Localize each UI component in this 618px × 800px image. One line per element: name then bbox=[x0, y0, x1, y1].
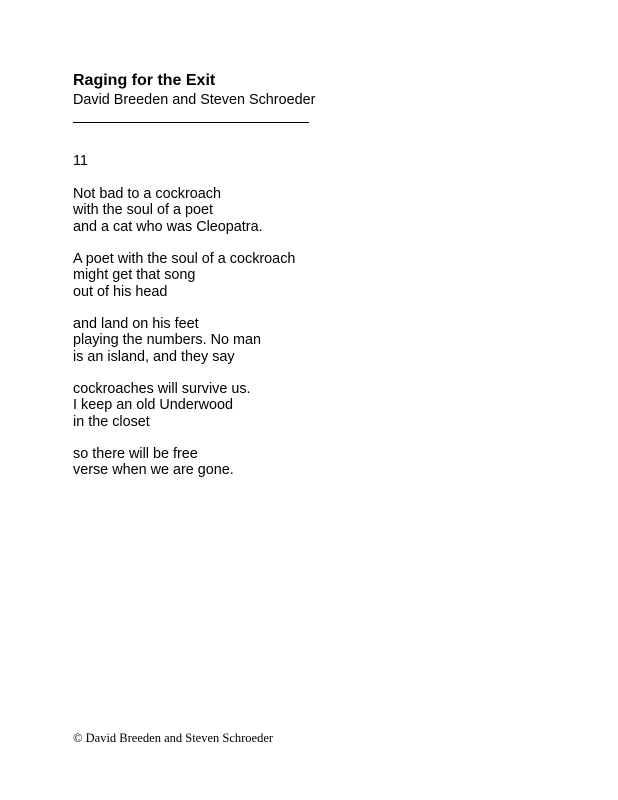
poem-line: and a cat who was Cleopatra. bbox=[73, 218, 263, 235]
stanza-1 bbox=[73, 186, 263, 235]
poem-line: so there will be free bbox=[73, 446, 198, 462]
authors-line: David Breeden and Steven Schroeder bbox=[73, 92, 316, 108]
poem-line: with the soul of a poet bbox=[73, 202, 213, 219]
poem-line: playing the numbers. No man bbox=[73, 332, 261, 349]
poem-line: A poet with the soul of a cockroach bbox=[73, 251, 296, 267]
poem-number: 11 bbox=[73, 153, 88, 169]
stanza-4 bbox=[73, 381, 251, 430]
poem-line: in the closet bbox=[73, 413, 150, 430]
poem-line: cockroaches will survive us. bbox=[73, 381, 251, 397]
page-title: Raging for the Exit bbox=[73, 72, 216, 89]
poem-line: might get that song bbox=[73, 267, 196, 284]
stanza-3 bbox=[73, 316, 261, 365]
poem-line: verse when we are gone. bbox=[73, 462, 234, 479]
poem-line: Not bad to a cockroach bbox=[73, 186, 221, 202]
copyright-notice: © David Breeden and Steven Schroeder bbox=[73, 731, 274, 745]
poem-line: I keep an old Underwood bbox=[73, 397, 234, 414]
stanza-5 bbox=[73, 446, 234, 479]
poem-line: is an island, and they say bbox=[73, 348, 235, 365]
poem-line: out of his head bbox=[73, 283, 168, 300]
poem-line: and land on his feet bbox=[73, 316, 199, 332]
stanza-2 bbox=[73, 251, 295, 300]
title-divider bbox=[73, 122, 309, 123]
